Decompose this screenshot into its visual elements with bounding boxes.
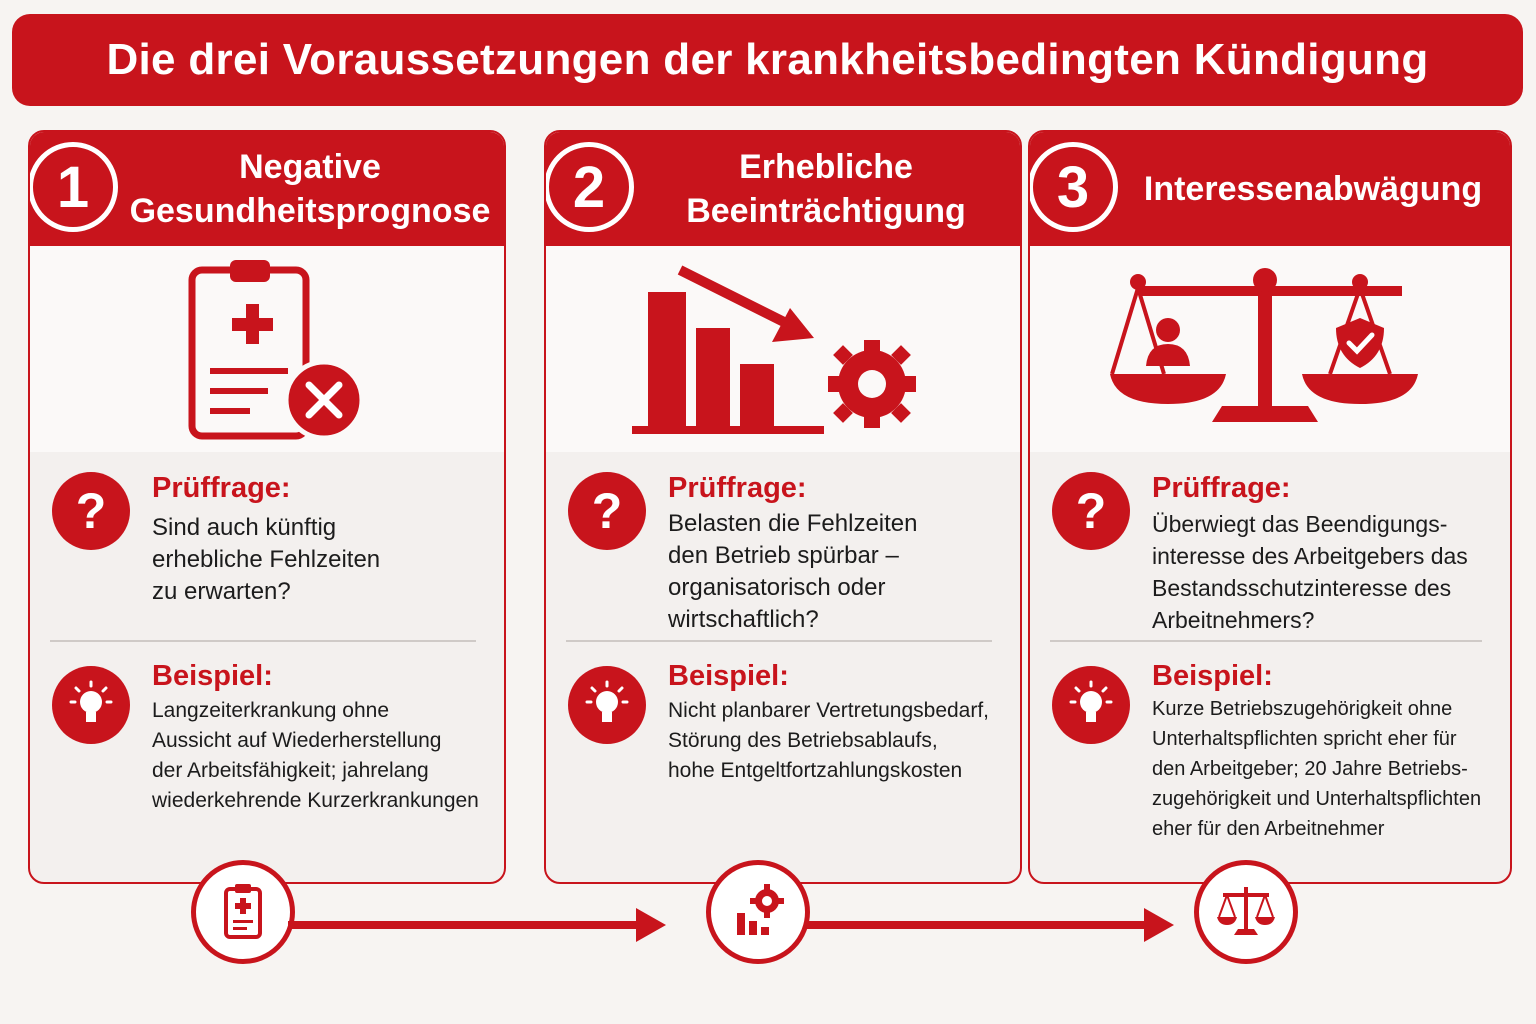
example-text: Nicht planbarer Vertretungsbedarf, Störung des Betriebsablaufs, hohe Entgeltfortzahlungskosten xyxy=(668,699,990,782)
question-text: Sind auch künftig erhebliche Fehlzeiten zu erwarten? xyxy=(152,514,381,605)
lightbulb-icon xyxy=(1052,666,1130,744)
question-label: Prüffrage: xyxy=(668,472,807,504)
card-header xyxy=(30,132,504,246)
declining-bar-chart-gear-icon xyxy=(546,246,1020,452)
svg-text:?: ? xyxy=(1075,483,1107,539)
scales-person-shield-icon xyxy=(1030,246,1510,452)
step-card-2 xyxy=(544,130,1022,884)
example-label: Beispiel: xyxy=(1152,660,1273,692)
page-title: Die drei Voraussetzungen der krankheitsbedingten Kündigung xyxy=(12,14,1523,106)
card-title: Negative Gesundheitsprognose xyxy=(129,147,491,230)
step-number-badge: 3 xyxy=(1028,142,1118,232)
step-card-1 xyxy=(28,130,506,884)
question-text: Belasten die Fehlzeiten den Betrieb spürbar – organisatorisch oder wirtschaftlich? xyxy=(668,510,918,633)
step-number-badge: 2 xyxy=(544,142,634,232)
question-label: Prüffrage: xyxy=(1152,472,1291,504)
chart-gear-icon xyxy=(706,860,810,964)
question-icon xyxy=(568,472,646,550)
step-number-badge: 1 xyxy=(28,142,118,232)
example-label: Beispiel: xyxy=(668,660,789,692)
clipboard-medical-cross-icon xyxy=(30,246,504,452)
example-text: Langzeiterkrankung ohne Aussicht auf Wiederherstellung der Arbeitsfähigkeit; jahrelang wiederkehrende Kurzerkrankungen xyxy=(152,699,479,812)
question-icon xyxy=(52,472,130,550)
divider xyxy=(50,640,476,642)
scales-icon xyxy=(1194,860,1298,964)
clipboard-icon xyxy=(191,860,295,964)
lightbulb-icon xyxy=(568,666,646,744)
flow-arrow-1 xyxy=(288,900,668,950)
example-text: Kurze Betriebszugehörigkeit ohne Unterhaltspflichten spricht eher für den Arbeitgeber; 20 Jahre Betriebs- zugehörigkeit und Unterhaltspflichten eher für den Arbeitnehmer xyxy=(1152,698,1482,840)
example-label: Beispiel: xyxy=(152,660,273,692)
svg-text:?: ? xyxy=(591,483,623,539)
card-title: Erhebliche Beeinträchtigung xyxy=(686,147,966,230)
question-text: Überwiegt das Beendigungs- interesse des Arbeitgebers das Bestandsschutzinteresse des Arbeitnehmers? xyxy=(1152,511,1468,633)
flow-arrow-2 xyxy=(806,900,1176,950)
divider xyxy=(566,640,992,642)
question-icon xyxy=(1052,472,1130,550)
svg-text:?: ? xyxy=(75,483,107,539)
question-label: Prüffrage: xyxy=(152,472,291,504)
step-card-3 xyxy=(1028,130,1512,884)
lightbulb-icon xyxy=(52,666,130,744)
card-header xyxy=(546,132,1020,246)
card-title: Interessenabwägung xyxy=(1143,169,1483,208)
divider xyxy=(1050,640,1482,642)
card-header xyxy=(1030,132,1510,246)
